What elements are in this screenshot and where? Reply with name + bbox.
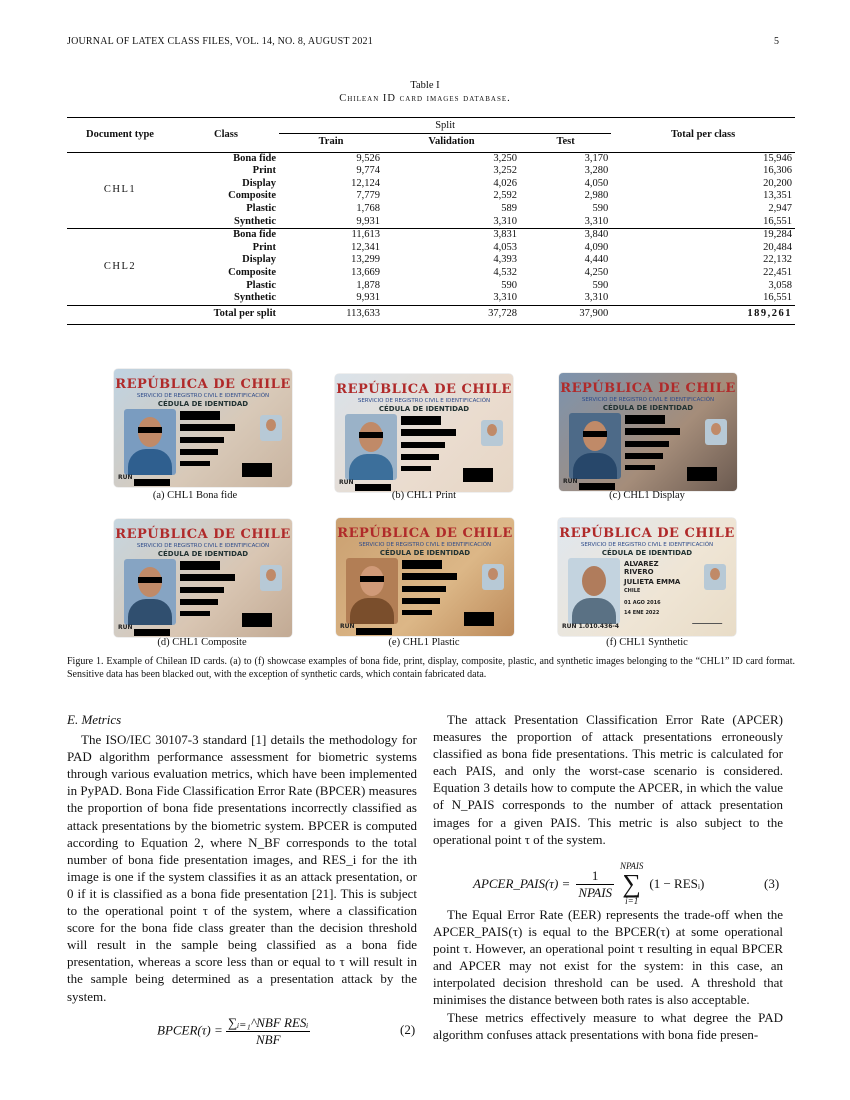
card-subtitle: SERVICIO DE REGISTRO CIVIL E IDENTIFICACIÓN — [358, 542, 492, 548]
mini-face — [711, 423, 721, 435]
mini-face — [487, 424, 497, 436]
eye-redaction — [138, 577, 162, 583]
class-cell: Bona fide — [233, 229, 276, 241]
class-cell: Plastic — [246, 279, 276, 291]
page-number: 5 — [774, 36, 780, 47]
validation-cell: 3,831 — [493, 229, 517, 241]
eq3-number: (3) — [764, 876, 780, 891]
signature — [692, 613, 726, 624]
run-label: RUN — [563, 478, 578, 485]
synthetic-field: CHILE — [624, 588, 641, 594]
redaction-box — [625, 415, 665, 424]
running-header: JOURNAL OF LATEX CLASS FILES, VOL. 14, NO. 8, AUGUST 2021 — [67, 36, 373, 47]
eq3-denominator: NPAIS — [578, 884, 613, 900]
test-cell: 4,250 — [584, 266, 609, 278]
portrait-photo — [124, 409, 176, 475]
total-cell: 2,947 — [768, 202, 792, 214]
subcaption-f: (f) CHL1 Synthetic — [606, 637, 688, 648]
subcaption-e: (e) CHL1 Plastic — [388, 637, 460, 648]
table-row — [67, 203, 795, 216]
mini-face — [266, 419, 276, 431]
mini-face — [710, 568, 720, 580]
test-cell: 3,170 — [584, 152, 609, 164]
redaction-box — [687, 467, 717, 481]
total-cell: 19,284 — [763, 229, 792, 241]
database-table — [67, 117, 795, 325]
card-display — [559, 373, 737, 491]
portrait-photo — [124, 559, 176, 625]
redaction-box — [180, 611, 210, 616]
portrait-shirt — [572, 598, 616, 624]
table-row — [67, 267, 795, 280]
total-cell: 22,451 — [763, 266, 792, 278]
synthetic-field: ALVAREZ — [624, 560, 659, 568]
left-column — [67, 711, 417, 1005]
synthetic-field: 14 ENE 2022 — [624, 610, 660, 616]
mini-portrait — [260, 415, 282, 441]
sigma-icon: ∑ — [622, 869, 641, 898]
validation-cell: 4,053 — [493, 241, 517, 253]
right-paragraph-3: These metrics effectively measure to what degree the PAD algorithm confuses attack presentations with bona fide presen- — [433, 1009, 783, 1042]
train-cell: 13,669 — [351, 266, 381, 278]
table-row — [67, 190, 795, 203]
eq2-lhs: BPCER(τ) = — [157, 1022, 223, 1038]
eye-redaction — [583, 431, 607, 437]
test-cell: 3,280 — [584, 165, 609, 177]
test-cell: 590 — [592, 279, 609, 291]
train-cell: 13,299 — [351, 254, 381, 266]
redaction-box — [180, 411, 220, 420]
test-cell: 590 — [592, 202, 609, 214]
redaction-box — [463, 468, 493, 482]
portrait-shirt — [349, 454, 393, 480]
card-title: REPÚBLICA DE CHILE — [336, 382, 512, 397]
class-cell: Display — [242, 254, 276, 266]
validation-cell: 3,310 — [493, 215, 517, 227]
train-cell: 1,768 — [356, 202, 381, 214]
total-row — [67, 305, 795, 324]
class-cell: Plastic — [246, 202, 276, 214]
table-row — [67, 152, 795, 165]
redaction-box — [401, 454, 439, 460]
class-cell: Bona fide — [233, 152, 276, 164]
eye-redaction — [359, 432, 383, 438]
col-header-total: Total per class — [671, 128, 736, 140]
redaction-box — [401, 416, 441, 425]
redaction-box — [180, 561, 220, 570]
card-type-label: CÉDULA DE IDENTIDAD — [157, 400, 249, 408]
train-cell: 9,931 — [356, 292, 381, 304]
mini-face — [266, 569, 276, 581]
mini-face — [488, 568, 498, 580]
mini-portrait — [704, 564, 726, 590]
test-cell: 4,050 — [584, 177, 609, 189]
card-type-label: CÉDULA DE IDENTIDAD — [601, 549, 693, 557]
eq3-numerator: 1 — [576, 868, 614, 885]
redaction-box — [242, 613, 272, 627]
card-title: REPÚBLICA DE CHILE — [115, 377, 291, 392]
train-cell: 9,931 — [356, 215, 381, 227]
redaction-box — [242, 463, 272, 477]
train-cell: 9,526 — [356, 152, 381, 164]
card-plastic — [336, 518, 514, 636]
redaction-box — [180, 574, 235, 581]
right-paragraph-2: The Equal Error Rate (EER) represents the trade-off when the APCER_PAIS(τ) is equal to the BPCER(τ) at some operational point τ. However, an operational point τ resulting in equal BPCER and APCER may not exist for the system: in this case, an interpolated decision threshold can be used. A threshold that minimises the distance between both rates is also acceptable. — [433, 907, 783, 1008]
card-title: REPÚBLICA DE CHILE — [559, 526, 735, 541]
class-cell: Synthetic — [234, 215, 276, 227]
test-cell: 3,310 — [584, 215, 609, 227]
eq3-sum-upper: NPAIS — [620, 861, 644, 871]
portrait-shirt — [128, 599, 172, 625]
mini-portrait — [705, 419, 727, 445]
redaction-box — [180, 437, 224, 443]
portrait-photo — [345, 414, 397, 480]
total-train: 113,633 — [346, 308, 381, 320]
col-header-document-type: Document type — [86, 128, 154, 140]
redaction-box — [180, 449, 218, 455]
card-type-label: CÉDULA DE IDENTIDAD — [379, 549, 471, 557]
validation-cell: 4,532 — [493, 266, 517, 278]
card-title: REPÚBLICA DE CHILE — [560, 381, 736, 396]
portrait-photo — [569, 413, 621, 479]
redaction-box — [401, 442, 445, 448]
synthetic-field: JULIETA EMMA — [624, 578, 681, 586]
equation-2 — [157, 1015, 310, 1048]
total-cell: 22,132 — [763, 254, 792, 266]
eq2-denominator: NBF — [255, 1032, 281, 1047]
col-header-validation: Validation — [428, 136, 475, 148]
train-cell: 1,878 — [356, 279, 381, 291]
redaction-box — [625, 441, 669, 447]
mini-portrait — [481, 420, 503, 446]
class-cell: Print — [252, 165, 276, 177]
right-column-lower — [433, 906, 783, 1043]
card-bona-fide — [114, 369, 292, 487]
validation-cell: 3,250 — [493, 152, 517, 164]
class-cell: Composite — [228, 266, 276, 278]
group-label: CHL1 — [103, 184, 137, 196]
card-subtitle: SERVICIO DE REGISTRO CIVIL E IDENTIFICACIÓN — [581, 397, 715, 403]
card-title: REPÚBLICA DE CHILE — [337, 526, 513, 541]
table-title: Chilean ID card images database. — [339, 93, 511, 104]
right-column — [433, 711, 783, 848]
class-cell: Synthetic — [234, 292, 276, 304]
eye-redaction — [360, 576, 384, 582]
total-cell: 13,351 — [763, 190, 792, 202]
table-row — [67, 216, 795, 229]
validation-cell: 4,393 — [493, 254, 517, 266]
equation-3 — [473, 862, 704, 906]
card-subtitle: SERVICIO DE REGISTRO CIVIL E IDENTIFICACIÓN — [580, 542, 714, 548]
eq2-number: (2) — [400, 1022, 416, 1037]
run-label: RUN — [339, 479, 354, 486]
validation-cell: 590 — [501, 279, 517, 291]
table-row — [67, 242, 795, 255]
total-cell: 16,551 — [763, 215, 792, 227]
card-type-label: CÉDULA DE IDENTIDAD — [157, 550, 249, 558]
redaction-box — [180, 599, 218, 605]
validation-cell: 2,592 — [493, 190, 517, 202]
total-cell: 15,946 — [763, 152, 792, 164]
redaction-box — [579, 483, 615, 490]
card-subtitle: SERVICIO DE REGISTRO CIVIL E IDENTIFICACIÓN — [357, 398, 491, 404]
table-row — [67, 229, 795, 242]
redaction-box — [625, 453, 663, 459]
card-print — [335, 374, 513, 492]
card-type-label: CÉDULA DE IDENTIDAD — [602, 404, 694, 412]
train-cell: 7,779 — [356, 190, 381, 202]
run-label: RUN — [118, 474, 133, 481]
validation-cell: 3,252 — [493, 165, 517, 177]
col-header-split: Split — [279, 118, 611, 134]
synthetic-field: 01 AGO 2016 — [624, 600, 661, 606]
validation-cell: 589 — [501, 202, 517, 214]
right-paragraph-1: The attack Presentation Classification Error Rate (APCER) measures the proportion of attack presentations erroneously classified as bona fide presentations. This metric is calculated for each PAIS, and only the worst-case scenario is considered. Equation 3 details how to compute the APCER, in which the value of N_PAIS corresponds to the number of attack presentation images for a given PAIS. This metric is also subject to the operational point τ of the system. — [433, 712, 783, 847]
redaction-box — [402, 573, 457, 580]
subcaption-a: (a) CHL1 Bona fide — [152, 490, 238, 501]
redaction-box — [402, 610, 432, 615]
redaction-box — [625, 428, 680, 435]
train-cell: 11,613 — [351, 229, 381, 241]
table-row — [67, 165, 795, 178]
portrait-shirt — [350, 598, 394, 624]
portrait-shirt — [128, 449, 172, 475]
test-cell: 3,310 — [584, 292, 609, 304]
total-cell: 16,306 — [763, 165, 792, 177]
total-cell: 16,551 — [763, 292, 792, 304]
redaction-box — [401, 466, 431, 471]
total-validation: 37,728 — [488, 308, 517, 320]
test-cell: 4,440 — [584, 254, 609, 266]
subcaption-d: (d) CHL1 Composite — [157, 637, 247, 648]
table-label: Table I — [410, 80, 440, 91]
eq3-lhs: APCER_PAIS(τ) = — [473, 876, 571, 891]
validation-cell: 4,026 — [493, 177, 517, 189]
run-label: RUN — [340, 623, 355, 630]
table-row — [67, 254, 795, 267]
redaction-box — [402, 598, 440, 604]
card-subtitle: SERVICIO DE REGISTRO CIVIL E IDENTIFICACIÓN — [136, 543, 270, 549]
test-cell: 2,980 — [584, 190, 609, 202]
portrait-photo — [568, 558, 620, 624]
total-cell: 3,058 — [768, 279, 792, 291]
eq3-body: (1 − RESᵢ) — [649, 876, 705, 891]
train-cell: 12,341 — [351, 241, 381, 253]
redaction-box — [625, 465, 655, 470]
redaction-box — [402, 560, 442, 569]
card-title: REPÚBLICA DE CHILE — [115, 527, 291, 542]
section-heading: E. Metrics — [67, 712, 122, 727]
blank-cell — [67, 305, 173, 324]
mini-portrait — [482, 564, 504, 590]
subcaption-c: (c) CHL1 Display — [609, 490, 685, 501]
table-row — [67, 178, 795, 191]
validation-cell: 3,310 — [493, 292, 517, 304]
redaction-box — [134, 479, 170, 486]
card-subtitle: SERVICIO DE REGISTRO CIVIL E IDENTIFICACIÓN — [136, 393, 270, 399]
synthetic-field: RIVERO — [624, 568, 654, 576]
redaction-box — [464, 612, 494, 626]
total-test: 37,900 — [579, 308, 609, 320]
class-cell: Display — [242, 177, 276, 189]
test-cell: 3,840 — [584, 229, 609, 241]
table-row — [67, 292, 795, 305]
col-header-test: Test — [556, 136, 575, 148]
class-cell: Print — [252, 241, 276, 253]
total-cell: 20,200 — [763, 177, 792, 189]
run-label: RUN 1.010.436-4 — [562, 623, 620, 630]
class-cell: Composite — [228, 190, 276, 202]
portrait-face — [582, 566, 606, 596]
redaction-box — [180, 587, 224, 593]
col-header-class: Class — [214, 128, 238, 140]
subcaption-b: (b) CHL1 Print — [391, 490, 457, 501]
eq2-numerator: ∑ᵢ₌₁^NBF RESᵢ — [228, 1015, 309, 1030]
table-row — [67, 280, 795, 293]
test-cell: 4,090 — [584, 241, 609, 253]
left-paragraph-1: The ISO/IEC 30107-3 standard [1] details the methodology for PAD algorithm performance assessment for biometric systems through various evaluation metrics, which have been implemented in PyPAD. Bona Fide Classification Error Rate (BPCER) measures the proportion of bona fide presentations incorrectly classified as attack presentations by the biometric system. BPCER is computed according to Equation 2, where N_BF corresponds to the total number of bona fide presentation images, and RES_i for the ith image is one if the system classifies it as an attack presentation, or 0 if it is classified as a bona fide presentation [21]. This is subject to the operational point τ of the system, where a classification score for the bona fide class greater than the decision threshold will result in the sample being classified as a bona fide presentation, whereas a score less than or equal to τ will result in the sample being determined as a presentation attack by the system. — [67, 732, 417, 1004]
redaction-box — [180, 461, 210, 466]
eq3-sum-lower: i=1 — [625, 896, 639, 906]
col-header-train: Train — [318, 136, 344, 148]
redaction-box — [402, 586, 446, 592]
train-cell: 9,774 — [356, 165, 381, 177]
train-cell: 12,124 — [351, 177, 381, 189]
total-cell: 20,484 — [763, 241, 792, 253]
group-label: CHL2 — [103, 260, 137, 272]
total-label: Total per split — [213, 308, 276, 320]
redaction-box — [180, 424, 235, 431]
run-label: RUN — [118, 624, 133, 631]
redaction-box — [134, 629, 170, 636]
mini-portrait — [260, 565, 282, 591]
grand-total: 189,261 — [747, 308, 792, 320]
redaction-box — [401, 429, 456, 436]
eye-redaction — [138, 427, 162, 433]
portrait-photo — [346, 558, 398, 624]
card-synthetic — [558, 518, 736, 636]
portrait-shirt — [573, 453, 617, 479]
card-composite — [114, 519, 292, 637]
redaction-box — [356, 628, 392, 635]
card-type-label: CÉDULA DE IDENTIDAD — [378, 405, 470, 413]
figure-caption: Figure 1. Example of Chilean ID cards. (a) to (f) showcase examples of bona fide, print, display, composite, plastic, and synthetic images belonging to the “CHL1” ID card format. Sensitive data has been blacked out, with the exception of synthetic cards, which contain fabricated data. — [67, 656, 795, 680]
